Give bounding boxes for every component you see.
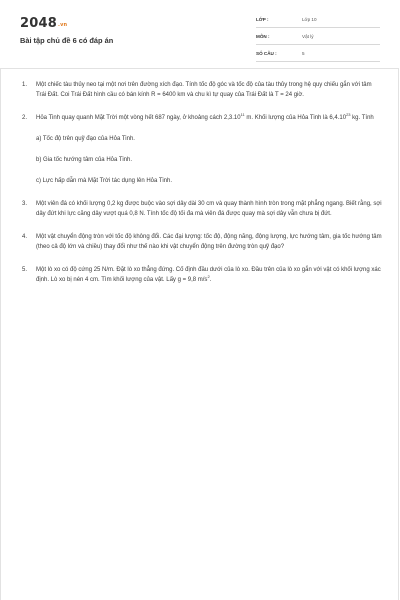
meta-label-subject: MÔN : <box>256 34 270 39</box>
question-number: 5. <box>22 267 28 273</box>
page-title: Bài tập chủ đề 6 có đáp án <box>20 36 114 45</box>
question-text <box>36 265 382 285</box>
meta-row-subject <box>256 31 380 45</box>
question-text-part: . <box>209 277 212 283</box>
meta-row-count <box>256 48 380 62</box>
question-text-part: m. Khối lượng của Hỏa Tinh là 6,4.10 <box>244 115 347 121</box>
worksheet-header <box>20 12 380 68</box>
question-1 <box>22 80 382 100</box>
logo-main-text: 2048 <box>20 16 57 31</box>
exponent: 11 <box>240 112 245 117</box>
question-number: 3. <box>22 201 28 207</box>
question-text: Một viên đá có khối lượng 0,2 kg được buộc vào sợi dây dài 30 cm và quay thành hình tròn trong mặt phẳng ngang. Biết rằng, sợi dây đứt khi lực căng dây vượt quá 0,8 N. Tính tốc độ tối đa mà viên đá được quay mà sợi dây vẫn chưa bị đứt. <box>36 201 382 217</box>
question-number: 2. <box>22 115 28 121</box>
site-logo[interactable] <box>20 16 67 31</box>
question-text-part: kg. Tính <box>350 115 374 121</box>
sub-question-b: b) Gia tốc hướng tâm của Hỏa Tinh. <box>36 157 132 163</box>
question-text: Một vật chuyển động tròn với tốc độ không đổi. Các đại lượng: tốc độ, động năng, động lượng, lực hướng tâm, gia tốc hướng tâm (theo cả độ lớn và chiều) thay đổi như thế nào khi vật chuyển động trên đường tròn quỹ đạo? <box>36 234 382 250</box>
question-text-part: Hỏa Tinh quay quanh Mặt Trời một vòng hết 687 ngày, ở khoảng cách 2,3.10 <box>36 115 241 121</box>
meta-value-subject: Vật lý <box>302 34 314 39</box>
question-number: 1. <box>22 82 28 88</box>
question-text: Một chiếc tàu thủy neo tại một nơi trên đường xích đạo. Tính tốc độ góc và tốc độ của tàu thủy trong hệ quy chiếu gắn với tâm Trái Đất. Coi Trái Đất hình cầu có bán kính R = 6400 km và chu kì tự quay của Trái Đất là T = 24 giờ. <box>36 82 372 98</box>
meta-label-count: SỐ CÂU : <box>256 51 277 56</box>
question-3 <box>22 199 382 219</box>
meta-value-class: Lớp 10 <box>302 17 317 22</box>
question-text-part: Một lò xo có độ cứng 25 N/m. Đặt lò xo thẳng đứng. Cố định đầu dưới của lò xo. Đầu trên của lò xo gắn với vật có khối lượng xác định. Lò xo bị nén 4 cm. Tìm khối lượng của vật. Lấy g = 9,8 m/s <box>36 267 381 283</box>
meta-info <box>256 14 380 65</box>
exponent: 23 <box>346 112 351 117</box>
question-number: 4. <box>22 234 28 240</box>
sub-question-c: c) Lực hấp dẫn mà Mặt Trời tác dụng lên Hỏa Tinh. <box>36 178 173 184</box>
question-4 <box>22 232 382 252</box>
meta-label-class: LỚP : <box>256 17 269 22</box>
exponent: 2 <box>207 274 210 279</box>
meta-value-count: 5 <box>302 51 305 56</box>
question-list <box>22 80 382 298</box>
sub-question-a: a) Tốc độ trên quỹ đạo của Hỏa Tinh. <box>36 136 135 142</box>
question-5 <box>22 265 382 285</box>
meta-row-class <box>256 14 380 28</box>
question-text <box>36 113 382 123</box>
question-2 <box>22 113 382 186</box>
logo-domain-text: .vn <box>57 22 68 28</box>
